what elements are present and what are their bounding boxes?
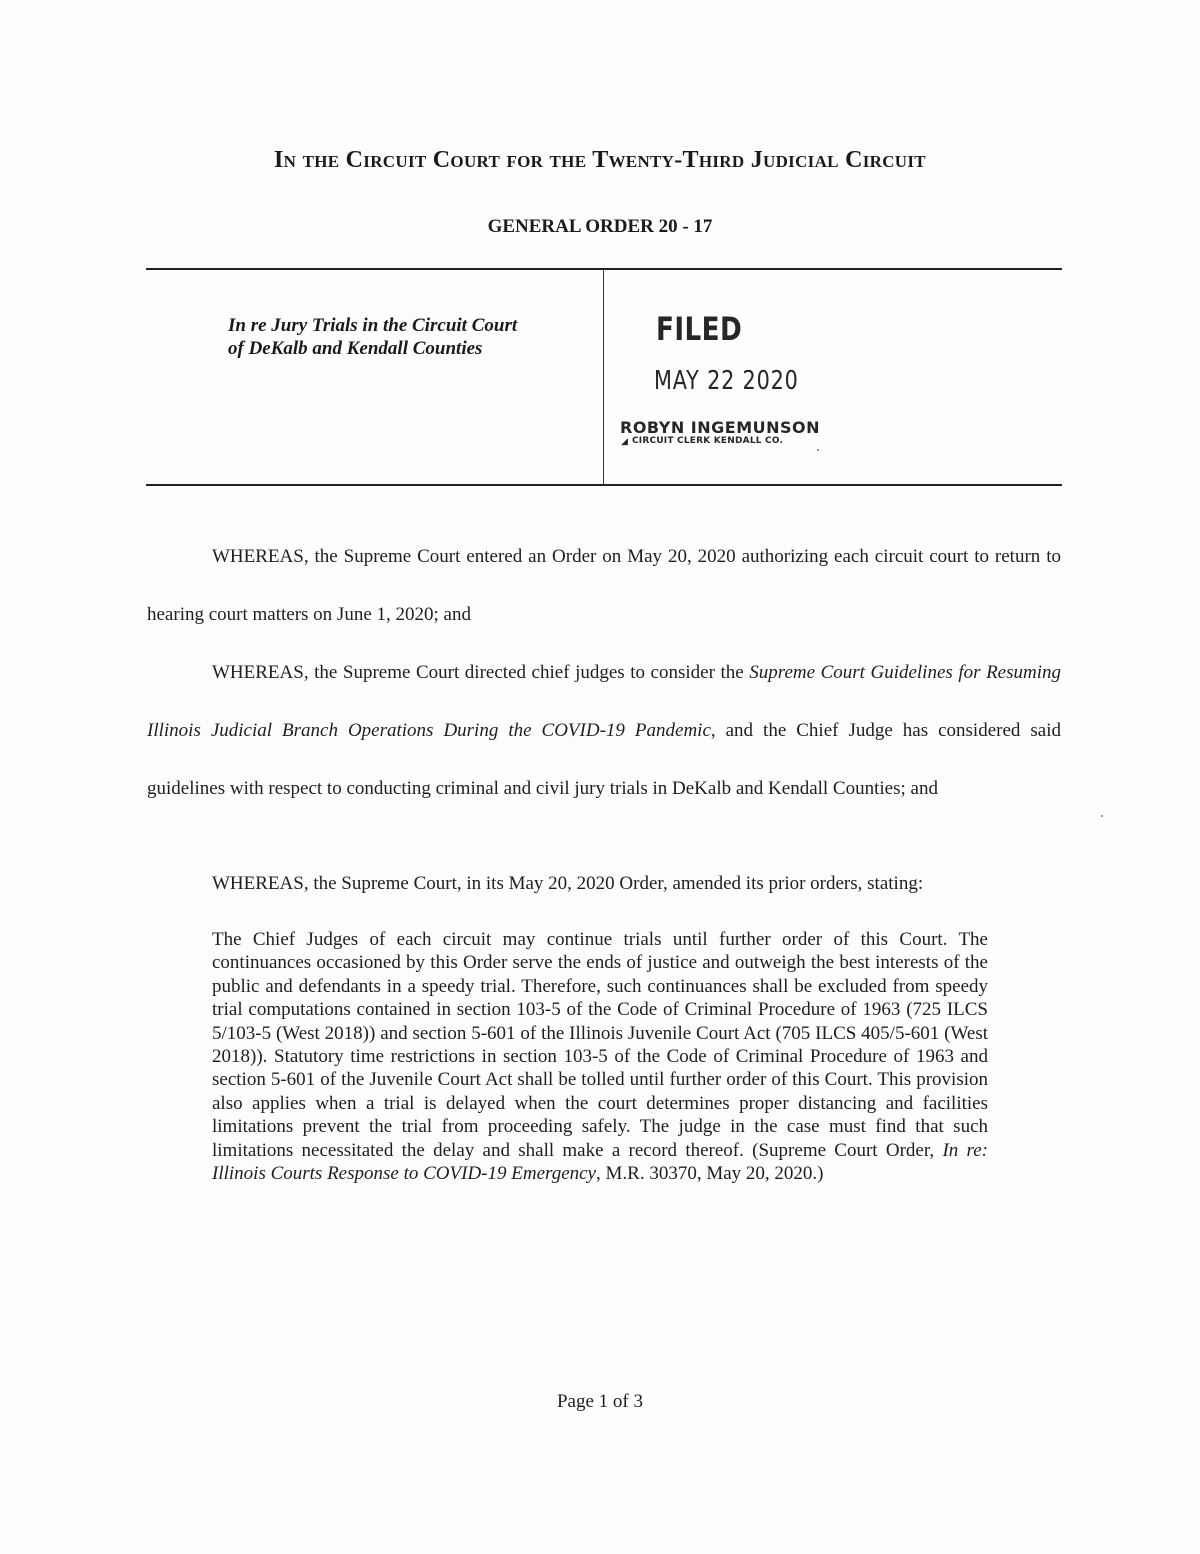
whereas-paragraph-1: WHEREAS, the Supreme Court entered an Order on May 20, 2020 authorizing each circuit court to return to hearing court matters on June 1, 2020; and (147, 546, 1061, 625)
quote-case-title: In re: Illinois Courts Response to COVID-19 Emergency (212, 1139, 988, 1185)
caption-divider (603, 270, 604, 484)
caption-line-2: of DeKalb and Kendall Counties (228, 338, 483, 359)
stamp-arrow-icon: ◢ (621, 437, 628, 447)
quote-text: The Chief Judges of each circuit may continue trials until further order of this Court. The continuances occasioned by this Order serve the ends of justice and outweigh the best interests of the public and defendants in a speedy trial. Therefore, such continuances shall be excluded from speedy trial computations contained in section 103-5 of the Code of Criminal Procedure of 1963 (725 ILCS 5/103-5 (West 2018)) and section 5-601 of the Illinois Juvenile Court Act (705 ILCS 405/5-601 (West 2018)). Statutory time restrictions in section 103-5 of the Code of Criminal Procedure of 1963 and section 5-601 of the Juvenile Court Act shall be tolled until further order of this Court. This provision also applies when a trial is delayed when the court determines proper distancing and facilities limitations prevent the trial from proceeding safely. The judge in the case must find that such limitations necessitated the delay and shall make a record thereof. (Supreme Court Order, (212, 929, 988, 1161)
stamp-clerk-name: ROBYN INGEMUNSON (620, 418, 821, 437)
case-caption-box (146, 268, 1062, 486)
stamp-clerk-title: CIRCUIT CLERK KENDALL CO. (632, 436, 784, 446)
quote-citation-end: , M.R. 30370, May 20, 2020.) (596, 1163, 824, 1185)
supreme-court-quote (212, 928, 988, 1185)
stamp-filed-label: FILED (656, 310, 743, 348)
para2-guidelines-title: Supreme Court Guidelines for Resuming Illinois Judicial Branch Operations During the COVID-19 Pandemic (147, 662, 1062, 741)
whereas-paragraph-2 (147, 644, 1061, 818)
para2-text-start: WHEREAS, the Supreme Court directed chief judges to consider the (212, 662, 750, 683)
scan-artifact (1101, 815, 1103, 817)
caption-line-1: In re Jury Trials in the Circuit Court (228, 315, 518, 336)
page-number: Page 1 of 3 (556, 1391, 643, 1412)
general-order-number: GENERAL ORDER 20 - 17 (487, 216, 713, 237)
scan-artifact (817, 449, 819, 451)
stamp-filed-date: MAY 22 2020 (654, 366, 799, 396)
whereas-paragraph-3: WHEREAS, the Supreme Court, in its May 20, 2020 Order, amended its prior orders, stating: (212, 873, 924, 894)
court-title: In the Circuit Court for the Twenty-Third Judicial Circuit (274, 147, 926, 173)
case-caption (228, 314, 608, 360)
para2-text-end: , and the Chief Judge has considered said guidelines with respect to conducting criminal and civil jury trials in DeKalb and Kendall Counties; and (147, 720, 1061, 799)
